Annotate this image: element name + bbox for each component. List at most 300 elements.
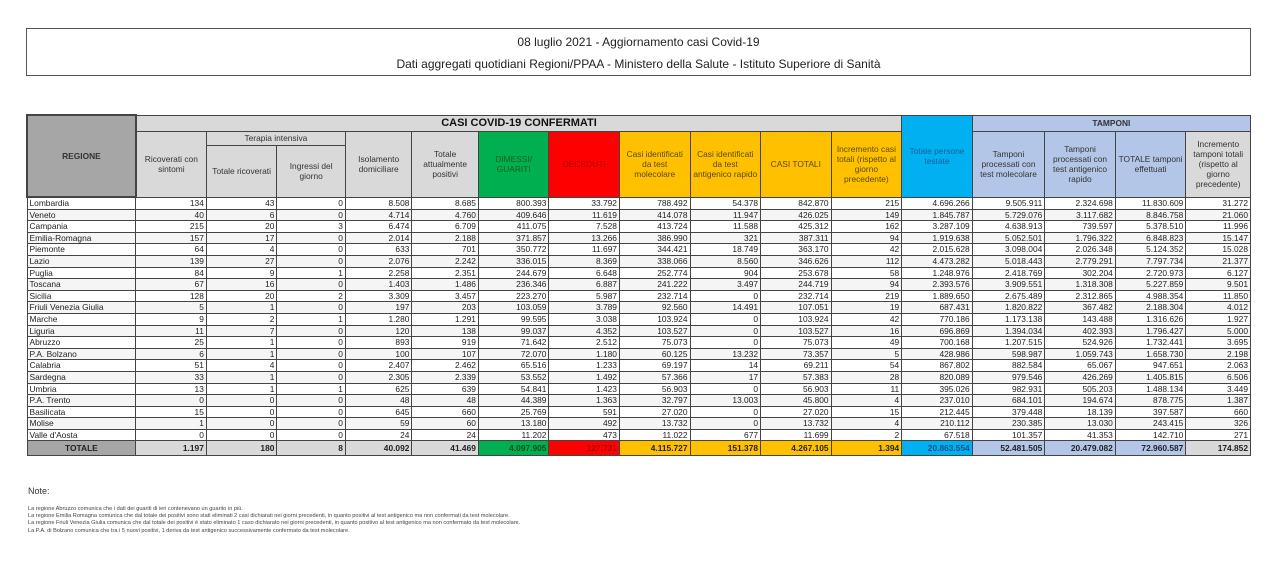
cell-value: 75.073 (761, 337, 832, 349)
cell-value: 64 (136, 244, 207, 256)
cell-value: 57.383 (761, 371, 832, 383)
cell-value: 33 (136, 371, 207, 383)
notes-title: Note: (28, 486, 50, 496)
region-name: Valle d'Aosta (27, 429, 136, 441)
cell-value: 409.646 (478, 209, 549, 221)
cell-value: 56.903 (619, 383, 690, 395)
cell-value: 0 (277, 197, 346, 209)
cell-value: 149 (831, 209, 902, 221)
covid-regional-table (26, 114, 1251, 456)
cell-value: 1.280 (345, 313, 412, 325)
total-value: 180 (206, 441, 277, 456)
cell-value: 103.527 (761, 325, 832, 337)
cell-value: 67 (136, 279, 207, 291)
cell-value: 232.714 (619, 290, 690, 302)
cell-value: 395.026 (902, 383, 973, 395)
totals-label: TOTALE (27, 441, 136, 456)
cell-value: 32.797 (619, 395, 690, 407)
cell-value: 11.619 (549, 209, 620, 221)
cell-value: 0 (206, 395, 277, 407)
cell-value: 27.020 (761, 406, 832, 418)
cell-value: 13.180 (478, 418, 549, 430)
report-title: 08 luglio 2021 - Aggiornamento casi Covid-19 (517, 35, 760, 49)
totals-row (27, 441, 1251, 456)
region-name: Basilicata (27, 406, 136, 418)
region-name: Liguria (27, 325, 136, 337)
total-value: 72.960.587 (1115, 441, 1186, 456)
cell-value: 14 (690, 360, 761, 372)
cell-value: 2.312.865 (1045, 290, 1116, 302)
cell-value: 6.709 (412, 221, 479, 233)
cell-value: 59 (345, 418, 412, 430)
cell-value: 1.318.308 (1045, 279, 1116, 291)
cell-value: 271 (1186, 429, 1251, 441)
cell-value: 1 (206, 348, 277, 360)
total-value: 4.267.105 (761, 441, 832, 456)
header-ricoverati-sintomi: Ricoverati con sintomi (136, 131, 207, 197)
cell-value: 2.188.304 (1115, 302, 1186, 314)
cell-value: 157 (136, 232, 207, 244)
cell-value: 1 (206, 302, 277, 314)
cell-value: 0 (277, 337, 346, 349)
cell-value: 1.927 (1186, 313, 1251, 325)
cell-value: 8.685 (412, 197, 479, 209)
cell-value: 428.986 (902, 348, 973, 360)
cell-value: 645 (345, 406, 412, 418)
cell-value: 7.528 (549, 221, 620, 233)
cell-value: 0 (206, 406, 277, 418)
cell-value: 800.393 (478, 197, 549, 209)
cell-value: 1 (206, 371, 277, 383)
cell-value: 24 (345, 429, 412, 441)
cell-value: 3.449 (1186, 383, 1251, 395)
cell-value: 60.125 (619, 348, 690, 360)
table-row (27, 197, 1251, 209)
cell-value: 212.445 (902, 406, 973, 418)
cell-value: 13.003 (690, 395, 761, 407)
cell-value: 241.222 (619, 279, 690, 291)
cell-value: 60 (412, 418, 479, 430)
cell-value: 13.732 (619, 418, 690, 430)
cell-value: 0 (277, 255, 346, 267)
cell-value: 128 (136, 290, 207, 302)
cell-value: 677 (690, 429, 761, 441)
cell-value: 505.203 (1045, 383, 1116, 395)
cell-value: 21.060 (1186, 209, 1251, 221)
cell-value: 2.324.698 (1045, 197, 1116, 209)
cell-value: 0 (136, 429, 207, 441)
cell-value: 16 (206, 279, 277, 291)
region-name: Puglia (27, 267, 136, 279)
table-row (27, 267, 1251, 279)
cell-value: 69.211 (761, 360, 832, 372)
cell-value: 625 (345, 383, 412, 395)
cell-value: 788.492 (619, 197, 690, 209)
cell-value: 25.769 (478, 406, 549, 418)
cell-value: 100 (345, 348, 412, 360)
total-value: 4.097.905 (478, 441, 549, 456)
cell-value: 346.626 (761, 255, 832, 267)
table-row (27, 429, 1251, 441)
cell-value: 40 (136, 209, 207, 221)
cell-value: 107.051 (761, 302, 832, 314)
header-dimessi-guariti: DIMESSI/ GUARITI (478, 131, 549, 197)
cell-value: 56.903 (761, 383, 832, 395)
table-body (27, 197, 1251, 456)
cell-value: 54 (831, 360, 902, 372)
cell-value: 1.180 (549, 348, 620, 360)
table-row (27, 209, 1251, 221)
cell-value: 112 (831, 255, 902, 267)
cell-value: 2 (831, 429, 902, 441)
cell-value: 11.996 (1186, 221, 1251, 233)
cell-value: 6 (206, 209, 277, 221)
header-incremento-casi: Incremento casi totali (rispetto al giorno precedente) (831, 131, 902, 197)
cell-value: 414.078 (619, 209, 690, 221)
cell-value: 2.063 (1186, 360, 1251, 372)
cell-value: 1.316.626 (1115, 313, 1186, 325)
table-row (27, 255, 1251, 267)
cell-value: 5.018.443 (972, 255, 1045, 267)
cell-value: 820.089 (902, 371, 973, 383)
cell-value: 5.378.510 (1115, 221, 1186, 233)
cell-value: 5.729.076 (972, 209, 1045, 221)
note-line: La regione Abruzzo comunica che i dati dei guariti di ieri contenevano un guarito in più. (28, 506, 243, 512)
table-row (27, 348, 1251, 360)
cell-value: 3.695 (1186, 337, 1251, 349)
region-name: Toscana (27, 279, 136, 291)
cell-value: 1.207.515 (972, 337, 1045, 349)
cell-value: 194.674 (1045, 395, 1116, 407)
cell-value: 54.378 (690, 197, 761, 209)
total-value: 127.731 (549, 441, 620, 456)
cell-value: 660 (412, 406, 479, 418)
cell-value: 7.797.734 (1115, 255, 1186, 267)
header-tamponi-antigenico: Tamponi processati con test antigenico rapido (1045, 131, 1116, 197)
cell-value: 2.407 (345, 360, 412, 372)
cell-value: 4.988.354 (1115, 290, 1186, 302)
cell-value: 11.947 (690, 209, 761, 221)
cell-value: 2.015.628 (902, 244, 973, 256)
cell-value: 473 (549, 429, 620, 441)
cell-value: 0 (277, 406, 346, 418)
cell-value: 2.305 (345, 371, 412, 383)
cell-value: 72.070 (478, 348, 549, 360)
total-value: 20.479.082 (1045, 441, 1116, 456)
cell-value: 43 (206, 197, 277, 209)
cell-value: 524.926 (1045, 337, 1116, 349)
notes-section (28, 486, 520, 535)
cell-value: 878.775 (1115, 395, 1186, 407)
table-row (27, 279, 1251, 291)
cell-value: 4 (831, 395, 902, 407)
header-totale-tamponi: TOTALE tamponi effettuati (1115, 131, 1186, 197)
cell-value: 979.546 (972, 371, 1045, 383)
cell-value: 350.772 (478, 244, 549, 256)
cell-value: 15 (136, 406, 207, 418)
cell-value: 230.385 (972, 418, 1045, 430)
cell-value: 633 (345, 244, 412, 256)
total-value: 151.378 (690, 441, 761, 456)
region-name: Friuli Venezia Giulia (27, 302, 136, 314)
cell-value: 143.488 (1045, 313, 1116, 325)
cell-value: 1.796.322 (1045, 232, 1116, 244)
total-value: 52.481.505 (972, 441, 1045, 456)
cell-value: 6.506 (1186, 371, 1251, 383)
cell-value: 6.474 (345, 221, 412, 233)
cell-value: 2.512 (549, 337, 620, 349)
cell-value: 739.597 (1045, 221, 1116, 233)
cell-value: 11.588 (690, 221, 761, 233)
cell-value: 1 (277, 267, 346, 279)
total-value: 174.852 (1186, 441, 1251, 456)
region-name: Lazio (27, 255, 136, 267)
header-region: REGIONE (27, 115, 136, 197)
cell-value: 1.658.730 (1115, 348, 1186, 360)
cell-value: 2.339 (412, 371, 479, 383)
cell-value: 4.760 (412, 209, 479, 221)
cell-value: 3.098.004 (972, 244, 1045, 256)
total-value: 20.863.554 (902, 441, 973, 456)
cell-value: 11 (831, 383, 902, 395)
cell-value: 893 (345, 337, 412, 349)
cell-value: 591 (549, 406, 620, 418)
cell-value: 0 (277, 209, 346, 221)
cell-value: 11.830.609 (1115, 197, 1186, 209)
cell-value: 919 (412, 337, 479, 349)
cell-value: 71.642 (478, 337, 549, 349)
cell-value: 53.552 (478, 371, 549, 383)
cell-value: 598.987 (972, 348, 1045, 360)
cell-value: 244.679 (478, 267, 549, 279)
cell-value: 4.638.913 (972, 221, 1045, 233)
cell-value: 99.037 (478, 325, 549, 337)
cell-value: 492 (549, 418, 620, 430)
cell-value: 8.508 (345, 197, 412, 209)
cell-value: 5.000 (1186, 325, 1251, 337)
cell-value: 2.014 (345, 232, 412, 244)
cell-value: 8.560 (690, 255, 761, 267)
cell-value: 2.076 (345, 255, 412, 267)
cell-value: 84 (136, 267, 207, 279)
cell-value: 1.919.638 (902, 232, 973, 244)
cell-value: 1 (206, 383, 277, 395)
cell-value: 413.724 (619, 221, 690, 233)
cell-value: 2.675.489 (972, 290, 1045, 302)
cell-value: 3.497 (690, 279, 761, 291)
cell-value: 2.462 (412, 360, 479, 372)
cell-value: 101.357 (972, 429, 1045, 441)
header-casi-antigenico: Casi identificati da test antigenico rapido (690, 131, 761, 197)
cell-value: 244.719 (761, 279, 832, 291)
cell-value: 17 (206, 232, 277, 244)
header-casi-confermati: CASI COVID-19 CONFERMATI (136, 115, 902, 131)
cell-value: 0 (690, 383, 761, 395)
cell-value: 6.648 (549, 267, 620, 279)
cell-value: 379.448 (972, 406, 1045, 418)
cell-value: 2.198 (1186, 348, 1251, 360)
cell-value: 371.857 (478, 232, 549, 244)
header-casi-molecolare: Casi identificati da test molecolare (619, 131, 690, 197)
cell-value: 4 (831, 418, 902, 430)
total-value: 1.394 (831, 441, 902, 456)
cell-value: 27 (206, 255, 277, 267)
region-name: Piemonte (27, 244, 136, 256)
region-name: Emilia-Romagna (27, 232, 136, 244)
cell-value: 15 (831, 406, 902, 418)
cell-value: 3.038 (549, 313, 620, 325)
cell-value: 411.075 (478, 221, 549, 233)
cell-value: 24 (412, 429, 479, 441)
header-ingressi-giorno: Ingressi del giorno (277, 145, 346, 197)
cell-value: 11.699 (761, 429, 832, 441)
cell-value: 0 (277, 279, 346, 291)
cell-value: 1.363 (549, 395, 620, 407)
cell-value: 142.710 (1115, 429, 1186, 441)
cell-value: 134 (136, 197, 207, 209)
cell-value: 387.311 (761, 232, 832, 244)
cell-value: 48 (412, 395, 479, 407)
cell-value: 197 (345, 302, 412, 314)
table-row (27, 406, 1251, 418)
cell-value: 660 (1186, 406, 1251, 418)
cell-value: 9 (136, 313, 207, 325)
cell-value: 639 (412, 383, 479, 395)
cell-value: 4.012 (1186, 302, 1251, 314)
cell-value: 0 (277, 360, 346, 372)
cell-value: 425.312 (761, 221, 832, 233)
cell-value: 367.482 (1045, 302, 1116, 314)
cell-value: 4.473.282 (902, 255, 973, 267)
cell-value: 28 (831, 371, 902, 383)
total-value: 40.092 (345, 441, 412, 456)
cell-value: 0 (277, 232, 346, 244)
cell-value: 1.796.427 (1115, 325, 1186, 337)
total-value: 1.197 (136, 441, 207, 456)
cell-value: 1.173.138 (972, 313, 1045, 325)
cell-value: 867.802 (902, 360, 973, 372)
cell-value: 1.492 (549, 371, 620, 383)
cell-value: 1.845.787 (902, 209, 973, 221)
cell-value: 4.352 (549, 325, 620, 337)
cell-value: 13.232 (690, 348, 761, 360)
cell-value: 237.010 (902, 395, 973, 407)
note-line: La regione Emilia Romagna comunica che dal totale dei positivi sono stati eliminati 2 casi dichiarati nei giorni precedenti, in quanto positivi al test antigenico ma non confermati da test molecolare. (28, 513, 510, 520)
cell-value: 67.518 (902, 429, 973, 441)
region-name: Campania (27, 221, 136, 233)
header-tamponi: TAMPONI (972, 115, 1250, 131)
cell-value: 99.595 (478, 313, 549, 325)
table-row (27, 232, 1251, 244)
region-name: Molise (27, 418, 136, 430)
header-totale-ricoverati: Totale ricoverati (206, 145, 277, 197)
cell-value: 2.393.576 (902, 279, 973, 291)
region-name: Sardegna (27, 371, 136, 383)
cell-value: 338.066 (619, 255, 690, 267)
cell-value: 139 (136, 255, 207, 267)
table-row (27, 313, 1251, 325)
cell-value: 1.233 (549, 360, 620, 372)
cell-value: 8.369 (549, 255, 620, 267)
region-name: Calabria (27, 360, 136, 372)
cell-value: 1 (277, 313, 346, 325)
region-name: Abruzzo (27, 337, 136, 349)
cell-value: 11.850 (1186, 290, 1251, 302)
cell-value: 696.869 (902, 325, 973, 337)
cell-value: 397.587 (1115, 406, 1186, 418)
cell-value: 18.749 (690, 244, 761, 256)
cell-value: 1.394.034 (972, 325, 1045, 337)
header-totale-persone-testate: Totale persone testate (902, 115, 973, 197)
cell-value: 75.073 (619, 337, 690, 349)
cell-value: 326 (1186, 418, 1251, 430)
header-tamponi-molecolare: Tamponi processati con test molecolare (972, 131, 1045, 197)
cell-value: 1.248.976 (902, 267, 973, 279)
region-name: Veneto (27, 209, 136, 221)
cell-value: 0 (690, 290, 761, 302)
cell-value: 243.415 (1115, 418, 1186, 430)
cell-value: 5.987 (549, 290, 620, 302)
cell-value: 94 (831, 232, 902, 244)
cell-value: 44.389 (478, 395, 549, 407)
cell-value: 42 (831, 313, 902, 325)
table-row (27, 418, 1251, 430)
cell-value: 107 (412, 348, 479, 360)
table-row (27, 325, 1251, 337)
table-row (27, 383, 1251, 395)
cell-value: 3.117.682 (1045, 209, 1116, 221)
cell-value: 69.197 (619, 360, 690, 372)
cell-value: 4.714 (345, 209, 412, 221)
cell-value: 0 (277, 325, 346, 337)
cell-value: 203 (412, 302, 479, 314)
cell-value: 6.887 (549, 279, 620, 291)
cell-value: 2 (206, 313, 277, 325)
cell-value: 11.697 (549, 244, 620, 256)
cell-value: 6 (136, 348, 207, 360)
cell-value: 120 (345, 325, 412, 337)
cell-value: 92.560 (619, 302, 690, 314)
cell-value: 5.227.859 (1115, 279, 1186, 291)
cell-value: 1.732.441 (1115, 337, 1186, 349)
cell-value: 13.030 (1045, 418, 1116, 430)
cell-value: 27.020 (619, 406, 690, 418)
cell-value: 0 (277, 348, 346, 360)
cell-value: 11.202 (478, 429, 549, 441)
cell-value: 5.124.352 (1115, 244, 1186, 256)
region-name: Sicilia (27, 290, 136, 302)
total-value: 4.115.727 (619, 441, 690, 456)
cell-value: 15.147 (1186, 232, 1251, 244)
cell-value: 0 (690, 406, 761, 418)
cell-value: 162 (831, 221, 902, 233)
cell-value: 1.059.743 (1045, 348, 1116, 360)
cell-value: 0 (690, 418, 761, 430)
cell-value: 14.491 (690, 302, 761, 314)
cell-value: 5 (136, 302, 207, 314)
region-name: Marche (27, 313, 136, 325)
header-isolamento: Isolamento domiciliare (345, 131, 412, 197)
cell-value: 18.139 (1045, 406, 1116, 418)
cell-value: 363.170 (761, 244, 832, 256)
cell-value: 386.990 (619, 232, 690, 244)
table-row (27, 360, 1251, 372)
cell-value: 49 (831, 337, 902, 349)
report-subtitle: Dati aggregati quotidiani Regioni/PPAA - Ministero della Salute - Istituto Superiore di Sanità (396, 57, 881, 71)
cell-value: 1.820.822 (972, 302, 1045, 314)
cell-value: 103.924 (619, 313, 690, 325)
cell-value: 42 (831, 244, 902, 256)
